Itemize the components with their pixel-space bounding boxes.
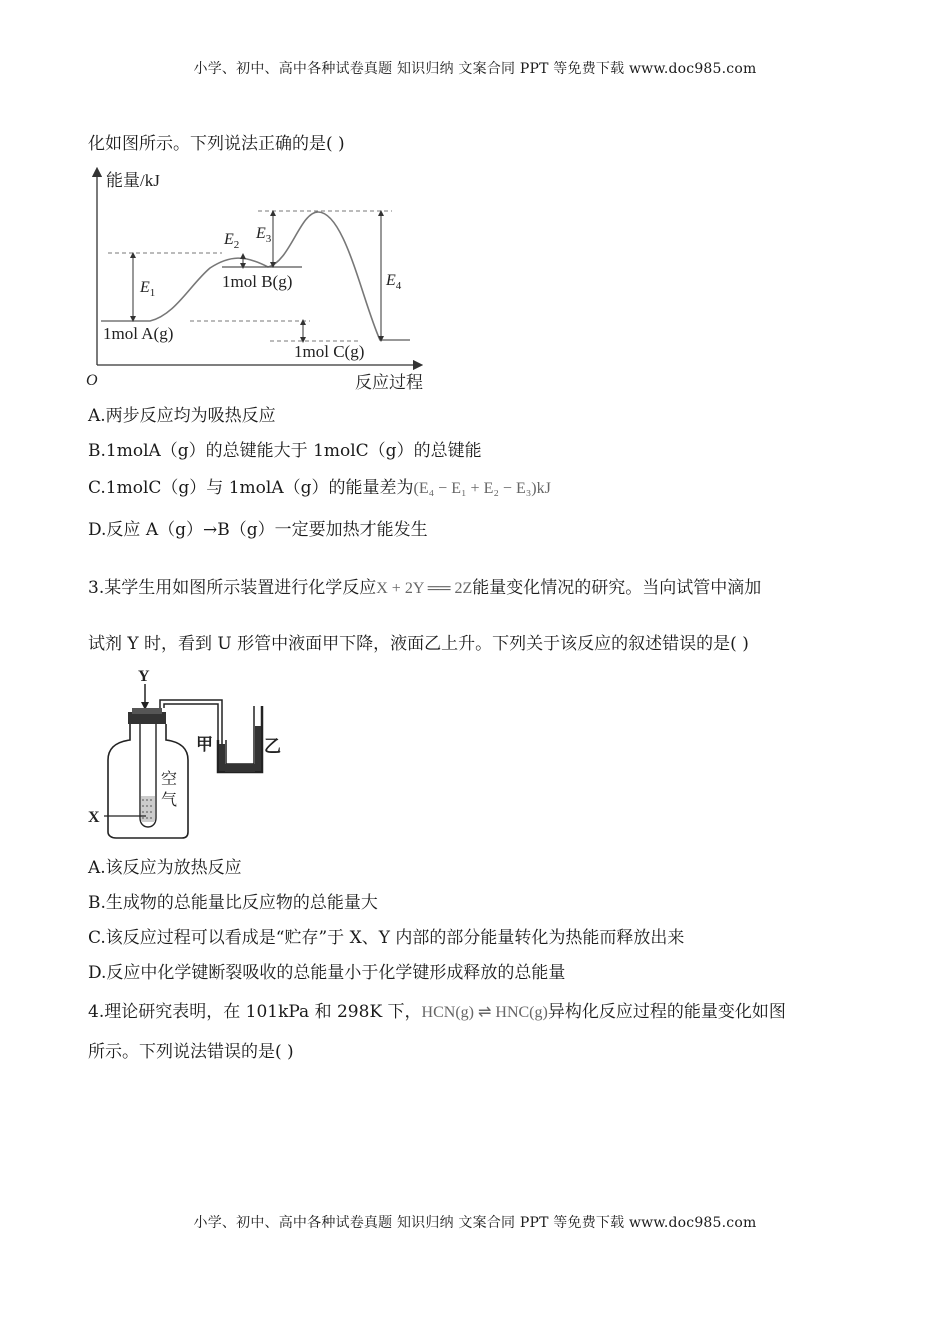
label-jia: 甲 (196, 735, 213, 754)
q2-option-a: A.两步反应均为吸热反应 (88, 406, 276, 426)
q4-stem-line1 (88, 1000, 786, 1025)
e2-label: $E_2$ (224, 231, 240, 251)
label-yi: 乙 (264, 737, 281, 756)
q3-option-a: A.该反应为放热反应 (88, 858, 242, 878)
page-footer: 小学、初中、高中各种试卷真题 知识归纳 文案合同 PPT 等免费下载 www.doc985.com (193, 1215, 757, 1231)
x-axis-label: 反应过程 (355, 373, 423, 392)
q3-stem-suffix: 能量变化情况的研究。当向试管中滴加 (472, 578, 762, 598)
label-y: Y (138, 668, 150, 685)
q3-stem-line1 (88, 576, 761, 601)
label-x: X (88, 809, 100, 826)
q4-stem-suffix: 异构化反应过程的能量变化如图 (547, 1002, 786, 1022)
e1-label: $E_1$ (140, 279, 156, 299)
q2-option-c (88, 476, 551, 501)
label-air-2: 气 (161, 792, 178, 809)
q2-option-d: D.反应 A（g）→B（g）一定要加热才能发生 (88, 520, 428, 540)
origin-label: O (86, 372, 98, 389)
state-b-label: 1mol B(g) (222, 272, 293, 291)
page-header: 小学、初中、高中各种试卷真题 知识归纳 文案合同 PPT 等免费下载 www.doc985.com (193, 61, 757, 77)
q3-option-c: C.该反应过程可以看成是“贮存”于 X、Y 内部的部分能量转化为热能而释放出来 (88, 928, 685, 948)
e3-label: $E_3$ (256, 225, 272, 245)
state-c-label: 1mol C(g) (294, 342, 365, 361)
q3-option-b: B.生成物的总能量比反应物的总能量大 (88, 893, 378, 913)
q2-option-c-formula: (E₄ − E₁ + E₂ − E₃)kJ (413, 480, 551, 497)
q4-stem-line2: 所示。下列说法错误的是( ) (88, 1042, 294, 1062)
q3-equation: X + 2Y ══ 2Z (376, 580, 473, 597)
state-a-label: 1mol A(g) (103, 324, 174, 343)
y-axis-label: 能量/kJ (106, 171, 160, 190)
label-air-1: 空 (161, 771, 178, 788)
q4-equation: HCN(g) ⇌ HNC(g) (421, 1004, 548, 1021)
q3-stem-prefix: 3.某学生用如图所示装置进行化学反应 (88, 578, 377, 598)
energy-diagram (80, 160, 460, 400)
e4-label: $E_4$ (386, 272, 402, 292)
q3-option-d: D.反应中化学键断裂吸收的总能量小于化学键形成释放的总能量 (88, 963, 566, 983)
apparatus-diagram (85, 660, 285, 840)
q2-option-b: B.1molA（g）的总键能大于 1molC（g）的总键能 (88, 441, 482, 461)
q4-stem-prefix: 4.理论研究表明，在 101kPa 和 298K 下， (88, 1002, 422, 1022)
q3-stem-line2: 试剂 Y 时，看到 U 形管中液面甲下降，液面乙上升。下列关于该反应的叙述错误的是( ) (88, 634, 749, 654)
q2-option-c-text: C.1molC（g）与 1molA（g）的能量差为 (88, 478, 414, 498)
q2-intro: 化如图所示。下列说法正确的是( ) (88, 134, 345, 154)
